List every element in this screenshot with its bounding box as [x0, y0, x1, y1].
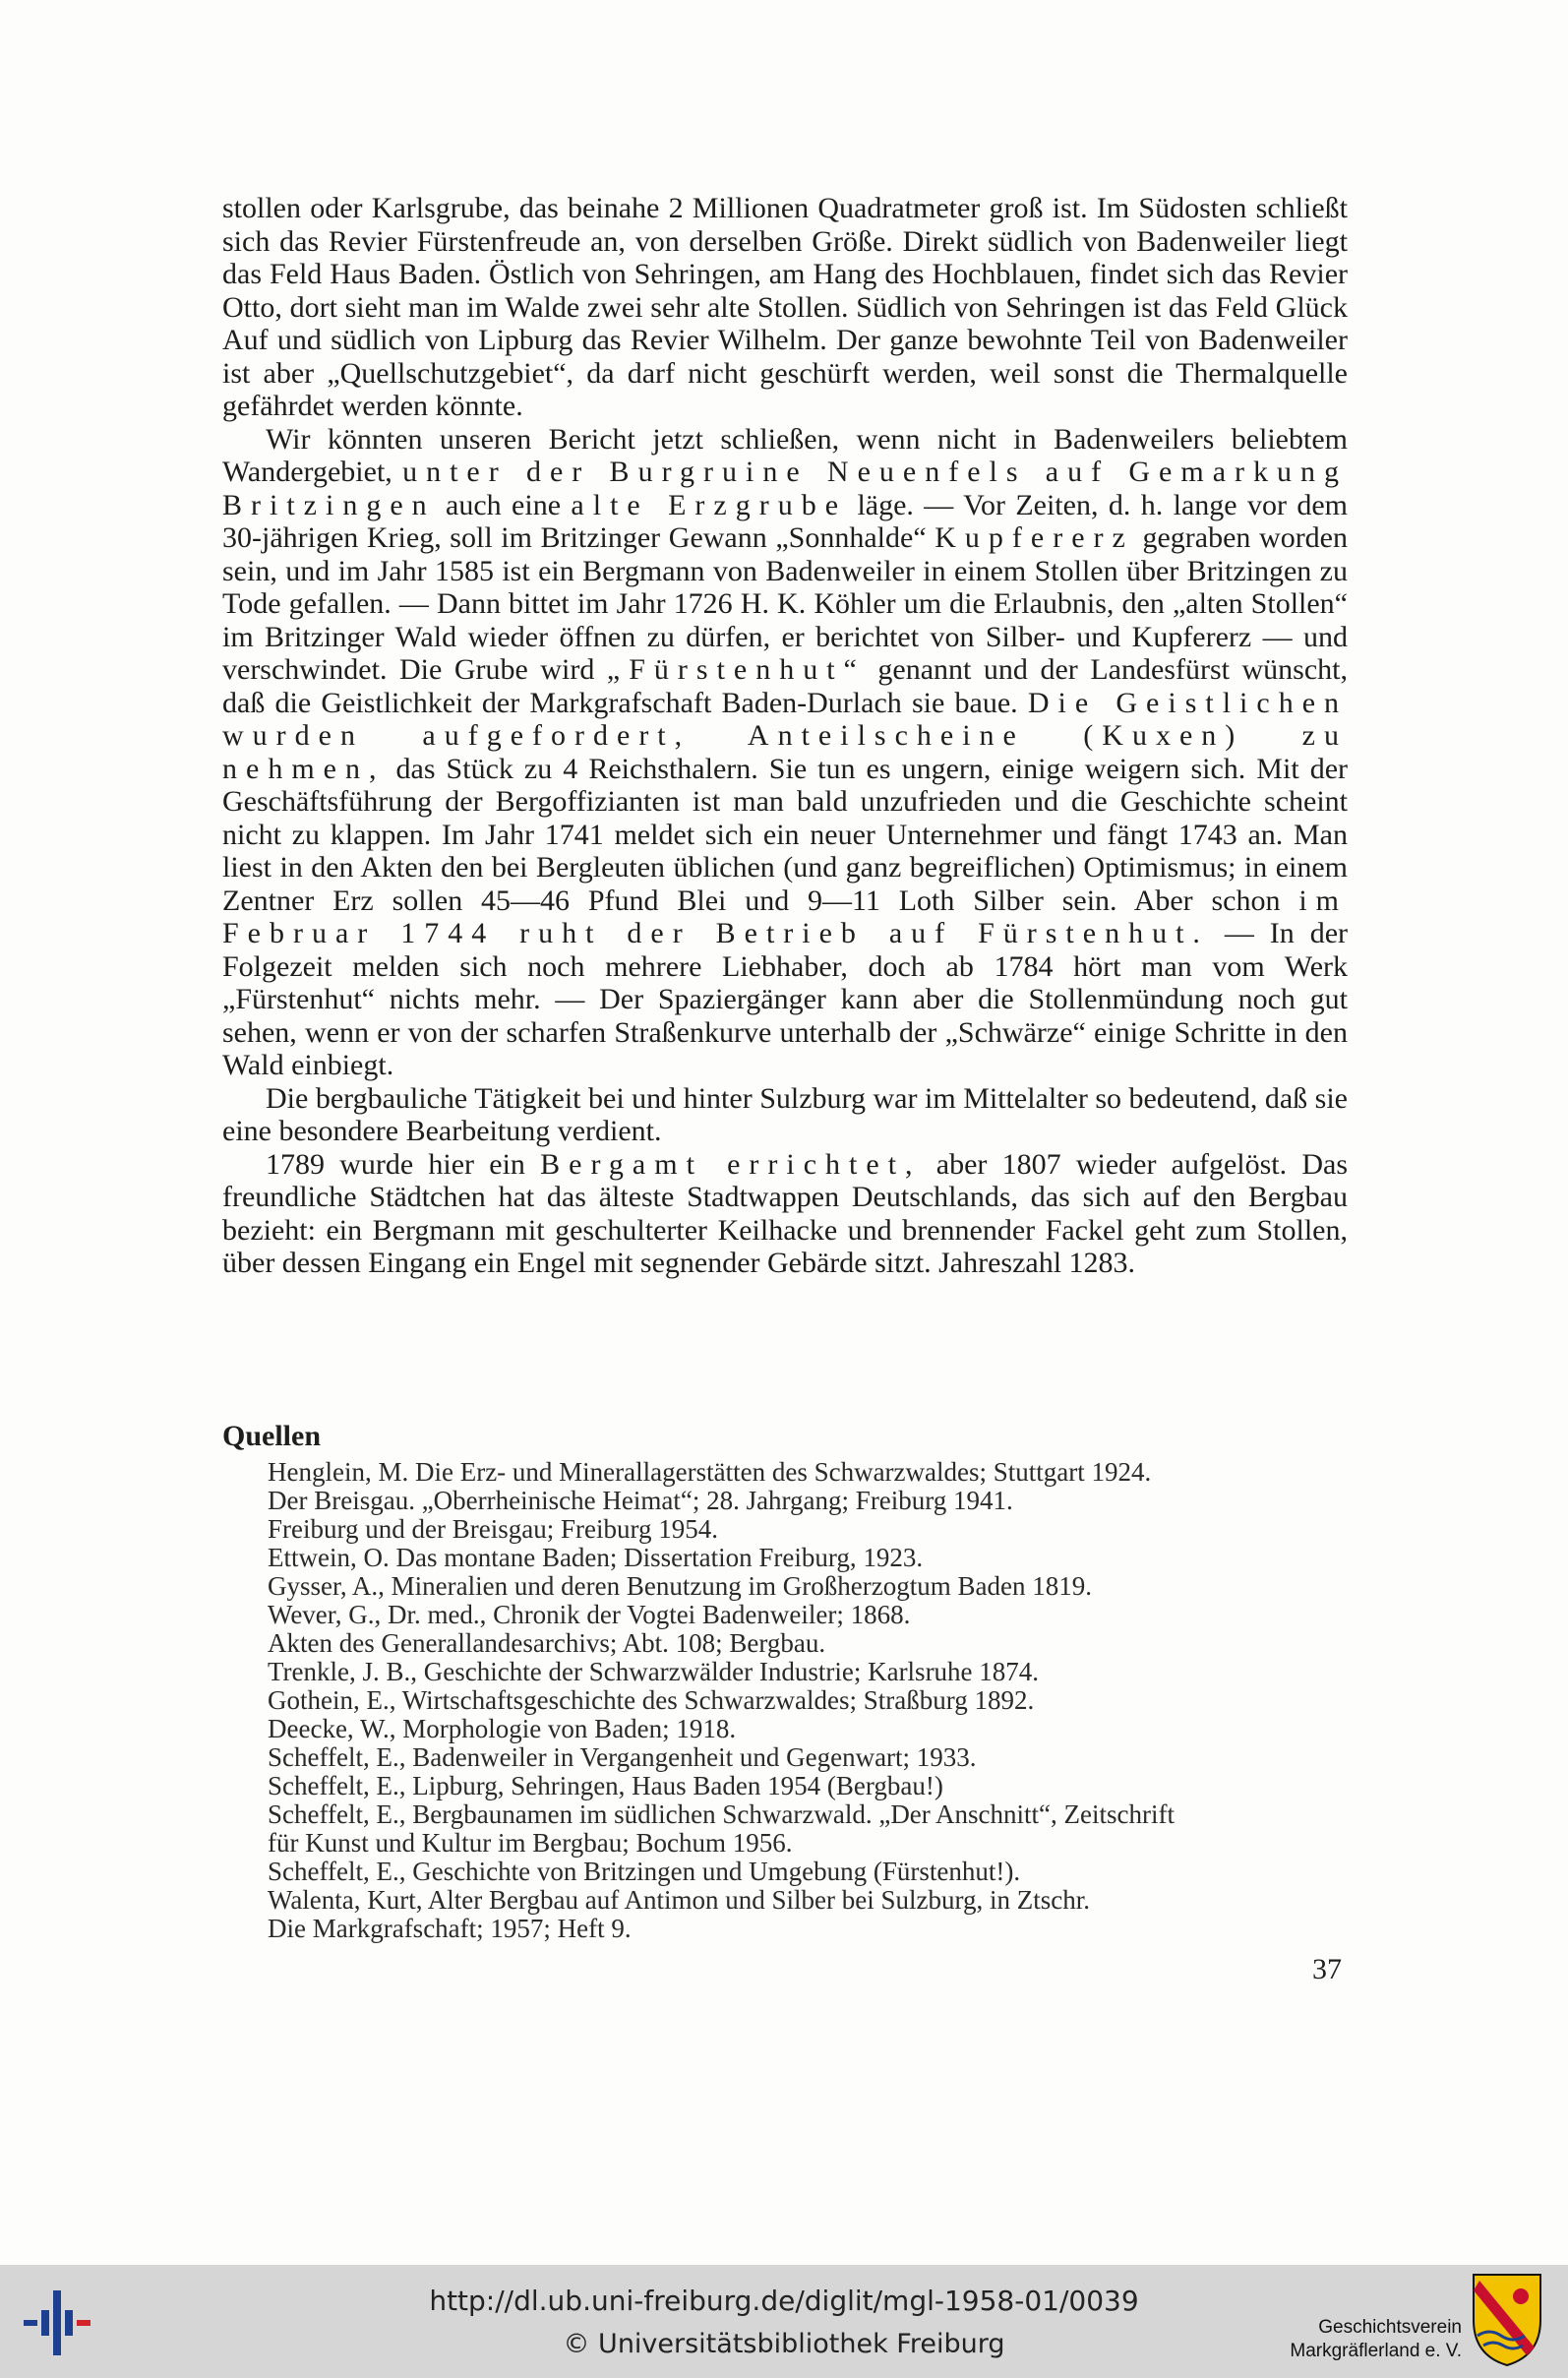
page-number: 37 — [1312, 1953, 1342, 1985]
society-line: Markgräflerland e. V. — [1290, 2341, 1462, 2361]
paragraph-1: stollen oder Karlsgrube, das beinahe 2 Millionen Quadratmeter groß ist. Im Südosten schließt sich das Revier Fürstenfreude an, von derselben Größe. Direkt südlich von Badenweiler liegt das Feld Haus Baden. Östlich von Sehringen, am Hang des Hochblauen, findet sich das Revier Otto, dort sieht man im Walde zwei sehr alte Stollen. Südlich von Sehringen ist das Feld Glück Auf und südlich von Lipburg das Revier Wilhelm. Der ganze bewohnte Teil von Badenweiler ist aber „Quellschutzgebiet“, da darf nicht geschürft werden, weil sonst die Thermalquelle gefährdet werden könnte. — [222, 192, 1348, 422]
permalink-link[interactable]: http://dl.ub.uni-freiburg.de/diglit/mgl-1958-01/0039 — [429, 2285, 1139, 2317]
society-line: Geschichtsverein — [1318, 2317, 1462, 2338]
source-item: Gysser, A., Mineralien und deren Benutzung im Großherzogtum Baden 1819. — [268, 1571, 1092, 1601]
source-item: Henglein, M. Die Erz- und Minerallagerstätten des Schwarzwaldes; Stuttgart 1924. — [268, 1457, 1152, 1487]
paragraph-3: Die bergbauliche Tätigkeit bei und hinter Sulzburg war im Mittelalter so bedeutend, daß sie eine besondere Bearbeitung verdient. — [222, 1081, 1348, 1147]
source-item: Akten des Generallandesarchivs; Abt. 108; Bergbau. — [268, 1628, 826, 1658]
paragraph-2 — [222, 423, 1348, 1082]
source-item: Ettwein, O. Das montane Baden; Dissertation Freiburg, 1923. — [268, 1543, 924, 1572]
source-item: Walenta, Kurt, Alter Bergbau auf Antimon und Silber bei Sulzburg, in Ztschr. — [268, 1885, 1090, 1915]
spaced-emphasis: im Februar 1744 ruht der Betrieb auf Fürstenhut. — [222, 884, 1348, 949]
text-run: läge. — Vor Zeiten, d. h. lange vor dem 30-jährigen Krieg, soll im Britzinger Gewann „Sonnhalde“ — [222, 488, 1349, 554]
society-name — [1265, 2316, 1462, 2363]
source-item: Scheffelt, E., Lipburg, Sehringen, Haus Baden 1954 (Bergbau!) — [268, 1771, 943, 1800]
text-run: gegraben worden sein, und im Jahr 1585 ist ein Bergmann von Badenweiler in einem Stollen über Britzingen zu Tode gefallen. — Dann bittet im Jahr 1726 H. K. Köhler um die Erlaubnis, den „alten Stollen“ im Britzinger Wald wieder öffnen zu dürfen, er berichtet von Silber- und Kupfererz — und verschwindet. Die Grube wird — [222, 521, 1349, 686]
source-item: Deecke, W., Morphologie von Baden; 1918. — [268, 1714, 737, 1743]
text-run: aber 1807 wieder aufgelöst. Das freundliche Städtchen hat das älteste Stadtwappen Deutschlands, das sich auf den Bergbau bezieht: ein Bergmann mit geschulterter Keilhacke und brennender Fackel geht zum Stollen, über dessen Eingang ein Engel mit segnender Gebärde sitzt. Jahreszahl 1283. — [222, 1147, 1348, 1279]
spaced-emphasis: unter der Burgruine Neuenfels auf Gemarkung Britzingen — [222, 456, 1349, 521]
coat-of-arms-icon — [1470, 2271, 1544, 2369]
sources-heading: Quellen — [222, 1420, 322, 1452]
source-item: für Kunst und Kultur im Bergbau; Bochum 1956. — [268, 1828, 793, 1858]
source-item: Freiburg und der Breisgau; Freiburg 1954. — [268, 1514, 718, 1544]
spaced-emphasis: „Fürstenhut“ — [606, 653, 866, 686]
spaced-emphasis: alte Erzgrube — [571, 488, 848, 521]
source-item: Der Breisgau. „Oberrheinische Heimat“; 28. Jahrgang; Freiburg 1941. — [268, 1486, 1013, 1515]
text-run: 1789 wurde hier ein — [266, 1147, 525, 1181]
source-item: Die Markgrafschaft; 1957; Heft 9. — [268, 1914, 632, 1943]
text-run: genannt und der Landesfürst wünscht, daß die Geistlichkeit der Markgrafschaft Baden-Durlach sie baue. — [222, 653, 1348, 719]
source-item: Trenkle, J. B., Geschichte der Schwarzwälder Industrie; Karlsruhe 1874. — [268, 1657, 1040, 1686]
sources-list — [268, 1458, 1350, 1943]
source-item: Gothein, E., Wirtschaftsgeschichte des Schwarzwaldes; Straßburg 1892. — [268, 1685, 1035, 1715]
body-text — [222, 192, 1348, 1280]
source-item: Scheffelt, E., Badenweiler in Vergangenheit und Gegenwart; 1933. — [268, 1742, 977, 1772]
copyright-text: © Universitätsbibliothek Freiburg — [563, 2329, 1005, 2359]
source-item: Scheffelt, E., Geschichte von Britzingen und Umgebung (Fürstenhut!). — [268, 1857, 1021, 1886]
source-item: Scheffelt, E., Bergbaunamen im südlichen Schwarzwald. „Der Anschnitt“, Zeitschrift — [268, 1799, 1175, 1829]
spaced-emphasis: Kupfererz — [935, 521, 1134, 554]
text-run: Wir könnten unseren Bericht jetzt schließen, wenn nicht in Badenweilers beliebtem Wandergebiet, — [222, 422, 1348, 488]
text-run: das Stück zu 4 Reichsthalern. Sie tun es ungern, einige weigern sich. Mit der Geschäftsführung der Bergoffizianten ist man bald unzufrieden und die Geschichte scheint nicht zu klappen. Im Jahr 1741 meldet sich ein neuer Unternehmer und fängt 1743 an. Man liest in den Akten den bei Bergleuten üblichen (und ganz begreiflichen) Optimismus; in einem Zentner Erz sollen 45—46 Pfund Blei und 9—11 Loth Silber sein. Aber schon — [222, 752, 1348, 917]
text-run: — In der Folgezeit melden sich noch mehrere Liebhaber, doch ab 1784 hört man vom Werk „Fürstenhut“ nichts mehr. — Der Spaziergänger kann aber die Stollenmündung noch gut sehen, wenn er von der scharfen Straßenkurve unterhalb der „Schwärze“ einige Schritte in den Wald einbiegt. — [222, 917, 1349, 1081]
source-item: Wever, G., Dr. med., Chronik der Vogtei Badenweiler; 1868. — [268, 1600, 911, 1629]
text-run: auch eine — [446, 488, 562, 521]
paragraph-4 — [222, 1148, 1348, 1280]
spaced-emphasis: Die Geistlichen wurden aufgefordert, Anteilscheine (Kuxen) zu nehmen, — [222, 686, 1349, 785]
spaced-emphasis: Bergamt errichtet, — [540, 1147, 922, 1181]
